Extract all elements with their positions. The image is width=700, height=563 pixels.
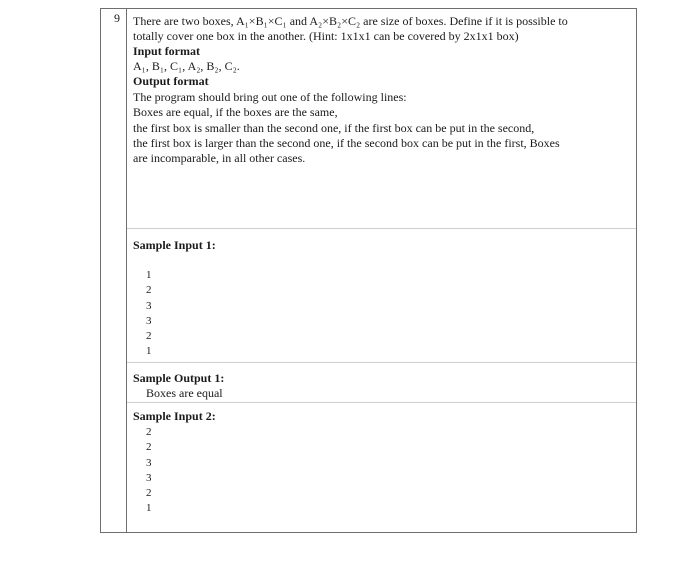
value: 3 — [146, 456, 152, 469]
value: 3 — [146, 299, 152, 312]
section-divider — [127, 228, 636, 229]
output-line-3: the first box is smaller than the second one, if the first box can be put in the second, — [133, 121, 535, 135]
value: 1 — [146, 345, 152, 358]
sample-input-1-heading: Sample Input 1: — [133, 238, 216, 252]
value: 2 — [146, 330, 152, 343]
sample-output-1-heading: Sample Output 1: — [133, 371, 225, 385]
statement-line-2: totally cover one box in the another. (Hint: 1x1x1 can be covered by 2x1x1 box) — [133, 29, 519, 43]
value: 2 — [146, 487, 152, 500]
value: 3 — [146, 471, 152, 484]
output-line-5: are incomparable, in all other cases. — [133, 151, 306, 165]
problem-number: 9 — [114, 11, 120, 25]
output-line-4: the first box is larger than the second one, if the second box can be put in the first, Boxes — [133, 136, 560, 150]
value: 3 — [146, 314, 152, 327]
sample-output-1-text: Boxes are equal — [146, 386, 223, 400]
output-line-1: The program should bring out one of the following lines: — [133, 90, 407, 104]
sample-input-2-values — [146, 425, 152, 517]
column-divider — [126, 8, 127, 533]
value: 2 — [146, 426, 152, 438]
statement-line-1: There are two boxes, A₁×B₁×C₁ and A₂×B₂×C₂ are size of boxes. Define if it is possible to — [133, 14, 568, 28]
section-divider — [127, 402, 636, 403]
output-line-2: Boxes are equal, if the boxes are the same, — [133, 105, 338, 119]
input-format-heading: Input format — [133, 44, 201, 58]
value: 1 — [146, 269, 152, 281]
value: 2 — [146, 441, 152, 454]
sample-input-2-heading: Sample Input 2: — [133, 409, 216, 423]
section-divider — [127, 362, 636, 363]
value: 1 — [146, 502, 152, 515]
value: 2 — [146, 284, 152, 297]
input-format-text: A₁, B₁, C₁, A₂, B₂, C₂. — [133, 59, 240, 73]
output-format-heading: Output format — [133, 74, 209, 88]
sample-input-1-values — [146, 268, 152, 360]
